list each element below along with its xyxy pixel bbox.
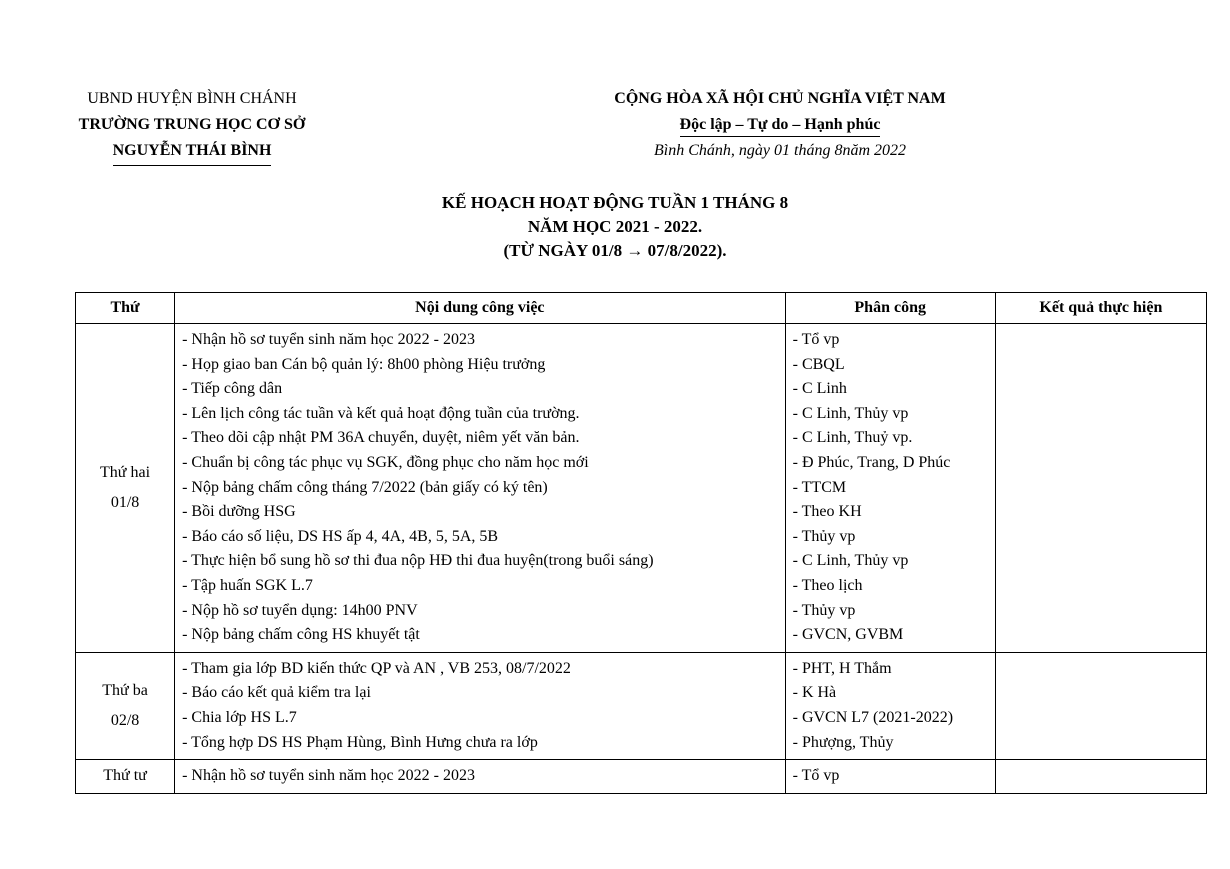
content-cell (175, 760, 786, 794)
day-name: Thứ ba (102, 681, 148, 699)
assignee-item: - Theo lịch (792, 576, 863, 594)
task-item: - Tiếp công dân (182, 380, 283, 398)
task-item: - Theo dõi cập nhật PM 36A chuyển, duyệt, niêm yết văn bản. (182, 429, 580, 447)
assign-cell (785, 652, 995, 759)
assignee-item: - C Linh (792, 380, 847, 398)
task-item: - Báo cáo kết quả kiểm tra lại (182, 684, 371, 702)
assignee-item: - Theo KH (792, 503, 862, 521)
task-item: - Nhận hồ sơ tuyển sinh năm học 2022 - 2023 (182, 767, 475, 785)
title-line-1: KẾ HOẠCH HOẠT ĐỘNG TUẦN 1 THÁNG 8 (441, 193, 789, 212)
assignee-item: - C Linh, Thủy vp (792, 404, 909, 422)
day-cell (76, 652, 175, 759)
header-result: Kết quả thực hiện (995, 293, 1206, 324)
assignee-item: - Đ Phúc, Trang, D Phúc (792, 453, 951, 471)
assign-cell (785, 324, 995, 653)
table-row (76, 324, 1207, 653)
task-item: - Chuẩn bị công tác phục vụ SGK, đồng phục cho năm học mới (182, 453, 589, 471)
document-date: Bình Chánh, ngày 01 tháng 8năm 2022 (654, 142, 906, 159)
school-type: TRƯỜNG TRUNG HỌC CƠ SỞ (78, 116, 306, 133)
table-row (76, 760, 1207, 794)
header-assign: Phân công (785, 293, 995, 324)
task-item: - Báo cáo số liệu, DS HS ấp 4, 4A, 4B, 5, 5A, 5B (182, 527, 499, 545)
assignee-item: - GVCN L7 (2021-2022) (792, 708, 954, 726)
result-cell (995, 652, 1206, 759)
assignee-item: - Thủy vp (792, 601, 856, 619)
task-item: - Tổng hợp DS HS Phạm Hùng, Bình Hưng chưa ra lớp (182, 733, 538, 751)
assignee-item: - Phượng, Thủy (792, 733, 894, 751)
task-item: - Thực hiện bổ sung hồ sơ thi đua nộp HĐ thi đua huyện(trong buổi sáng) (182, 552, 654, 570)
task-item: - Bồi dưỡng HSG (182, 503, 296, 521)
task-item: - Tham gia lớp BD kiến thức QP và AN , VB 253, 08/7/2022 (182, 659, 571, 677)
assignee-item: - C Linh, Thuỷ vp. (792, 429, 913, 447)
assign-cell (785, 760, 995, 794)
content-cell (175, 652, 786, 759)
title-line-2: NĂM HỌC 2021 - 2022. (527, 217, 703, 236)
national-header (560, 86, 1000, 164)
assignee-item: - C Linh, Thủy vp (792, 552, 909, 570)
task-item: - Nộp bảng chấm công tháng 7/2022 (bản giấy có ký tên) (182, 478, 548, 496)
assignee-item: - Tổ vp (792, 331, 840, 348)
school-header (52, 86, 332, 166)
result-cell (995, 324, 1206, 653)
task-item: - Nhận hồ sơ tuyển sinh năm học 2022 - 2023 (182, 331, 475, 348)
table-header-row (76, 293, 1207, 324)
task-item: - Nộp bảng chấm công HS khuyết tật (182, 626, 420, 644)
content-cell (175, 324, 786, 653)
assignee-item: - CBQL (792, 355, 845, 373)
task-item: - Nộp hồ sơ tuyển dụng: 14h00 PNV (182, 601, 418, 619)
day-date: 01/8 (110, 493, 140, 511)
assignee-item: - GVCN, GVBM (792, 626, 904, 644)
day-name: Thứ tư (103, 767, 147, 785)
assignee-item: - K Hà (792, 684, 837, 702)
day-name: Thứ hai (100, 463, 151, 481)
task-item: - Chia lớp HS L.7 (182, 708, 297, 726)
result-cell (995, 760, 1206, 794)
assignee-item: - Tổ vp (792, 767, 840, 785)
header-day: Thứ (76, 293, 175, 324)
school-name: NGUYỄN THÁI BÌNH (113, 138, 272, 166)
day-cell (76, 760, 175, 794)
assignee-item: - TTCM (792, 478, 847, 496)
header-content: Nội dung công việc (175, 293, 786, 324)
plan-title (0, 191, 1230, 263)
table-row (76, 652, 1207, 759)
national-motto: Độc lập – Tự do – Hạnh phúc (680, 114, 881, 137)
district-name: UBND HUYỆN BÌNH CHÁNH (87, 90, 297, 107)
activity-table (75, 292, 1207, 794)
assignee-item: - Thủy vp (792, 527, 856, 545)
day-date: 02/8 (110, 711, 140, 729)
task-item: - Tập huấn SGK L.7 (182, 576, 313, 594)
assignee-item: - PHT, H Thắm (792, 659, 892, 677)
day-cell (76, 324, 175, 653)
task-item: - Họp giao ban Cán bộ quản lý: 8h00 phòng Hiệu trưởng (182, 355, 546, 373)
country-name: CỘNG HÒA XÃ HỘI CHỦ NGHĨA VIỆT NAM (614, 90, 946, 107)
title-line-3: (TỪ NGÀY 01/8 → 07/8/2022). (503, 241, 727, 260)
task-item: - Lên lịch công tác tuần và kết quả hoạt động tuần của trường. (182, 404, 580, 422)
